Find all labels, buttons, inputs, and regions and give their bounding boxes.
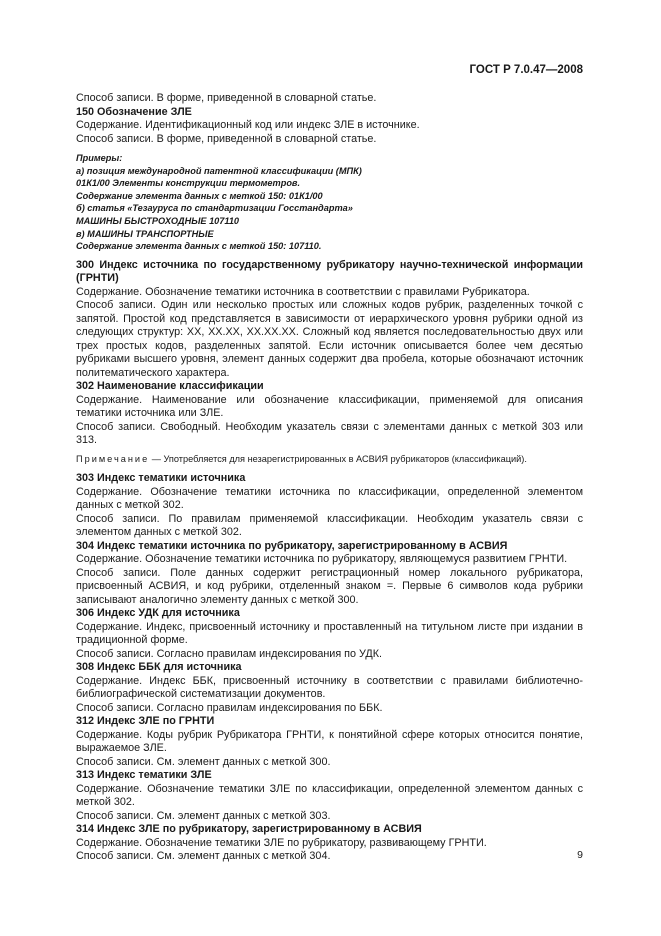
paragraph: Способ записи. В форме, приведенной в словарной статье. xyxy=(76,132,377,145)
paragraph: Содержание. Коды рубрик Рубрикатора ГРНТИ, к понятийной сфере которых относится понятие, выражаемое ЗЛЕ. xyxy=(76,728,583,755)
section-heading-302: 302 Наименование классификации xyxy=(76,380,264,393)
example-line: в) МАШИНЫ ТРАНСПОРТНЫЕ xyxy=(76,228,214,239)
note xyxy=(60,453,583,467)
paragraph: Содержание. Индекс ББК, присвоенный источнику в соответствии с правилами библиотечно-библиографической систематизации документов. xyxy=(76,674,583,701)
paragraph: Содержание. Обозначение тематики источника в соответствии с правилами Рубрикатора. xyxy=(76,285,530,298)
paragraph: Содержание. Обозначение тематики источника по классификации, определенной элементом данных с меткой 302. xyxy=(76,485,583,512)
paragraph: Способ записи. См. элемент данных с меткой 300. xyxy=(76,755,331,768)
section-heading-150: 150 Обозначение ЗЛЕ xyxy=(76,105,192,118)
example-line: Содержание элемента данных с меткой 150: 01К1/00 xyxy=(76,190,323,201)
paragraph: Способ записи. Согласно правилам индексирования по УДК. xyxy=(76,647,383,660)
example-line: 01К1/00 Элементы конструкции термометров. xyxy=(76,178,301,189)
note-text: — Употребляется для незарегистрированных в АСВИЯ рубрикаторов (классификаций). xyxy=(149,453,527,464)
example-line: МАШИНЫ БЫСТРОХОДНЫЕ 107110 xyxy=(76,215,240,226)
section-heading-313: 313 Индекс тематики ЗЛЕ xyxy=(76,769,212,782)
paragraph: Способ записи. См. элемент данных с меткой 304. xyxy=(76,850,331,863)
paragraph: Способ записи. Согласно правилам индексирования по ББК. xyxy=(76,701,383,714)
section-heading-303: 303 Индекс тематики источника xyxy=(76,472,246,485)
section-heading-312: 312 Индекс ЗЛЕ по ГРНТИ xyxy=(76,715,215,728)
paragraph: Содержание. Наименование или обозначение классификации, применяемой для описания тематики источника или ЗЛЕ. xyxy=(76,393,583,420)
section-heading-300: 300 Индекс источника по государственному рубрикатору научно-технической информации (ГРНТИ) xyxy=(76,258,583,285)
note-label: Примечание xyxy=(76,453,150,464)
example-line: а) позиция международной патентной классификации (МПК) xyxy=(76,165,362,176)
examples-label: Примеры: xyxy=(76,153,123,163)
page-content xyxy=(60,92,583,864)
paragraph: Способ записи. Свободный. Необходим указатель связи с элементами данных с меткой 303 или 313. xyxy=(76,420,583,447)
example-line: Содержание элемента данных с меткой 150: 107110. xyxy=(76,241,322,252)
document-header: ГОСТ Р 7.0.47—2008 xyxy=(469,64,583,76)
example-line: б) статья «Тезауруса по стандартизации Госстандарта» xyxy=(76,203,353,214)
section-heading-308: 308 Индекс ББК для источника xyxy=(76,661,242,674)
paragraph: Содержание. Идентификационный код или индекс ЗЛЕ в источнике. xyxy=(76,119,420,131)
section-heading-304: 304 Индекс тематики источника по рубрикатору, зарегистрированному в АСВИЯ xyxy=(76,539,508,552)
paragraph: Содержание. Обозначение тематики ЗЛЕ по рубрикатору, развивающему ГРНТИ. xyxy=(76,836,487,849)
section-heading-314: 314 Индекс ЗЛЕ по рубрикатору, зарегистрированному в АСВИЯ xyxy=(76,823,422,836)
paragraph: Содержание. Обозначение тематики источника по рубрикатору, являющемуся развитием ГРНТИ. xyxy=(76,553,568,566)
paragraph: Содержание. Обозначение тематики ЗЛЕ по классификации, определенной элементом данных с меткой 302. xyxy=(76,782,583,809)
paragraph: Содержание. Индекс, присвоенный источнику и проставленный на титульном листе при издании в традиционной форме. xyxy=(76,620,583,647)
paragraph: Способ записи. В форме, приведенной в словарной статье. xyxy=(76,92,377,104)
paragraph: Способ записи. Один или несколько простых или сложных кодов рубрик, разделенных точкой с запятой. Простой код представляется в зависимости от иерархического уровня рубрики одной из следующих структур: XX, XX.XX, XX.XX.XX. Сложный код является последовательностью двух или трех простых кодов, разделенных запятой. Если источник описывается более чем десятью рубриками высшего уровня, элемент данных содержит два пробела, которые обозначают источник политематического характера. xyxy=(76,299,583,379)
paragraph: Способ записи. Поле данных содержит регистрационный номер локального рубрикатора, присвоенный АСВИЯ, и код рубрики, отделенный знаком =. Первые 6 символов кода рубрики записывают аналогично элементу данных с меткой 300. xyxy=(76,566,583,606)
page-number: 9 xyxy=(577,849,583,861)
section-heading-306: 306 Индекс УДК для источника xyxy=(76,607,240,620)
paragraph: Способ записи. См. элемент данных с меткой 303. xyxy=(76,809,331,822)
paragraph: Способ записи. По правилам применяемой классификации. Необходим указатель связи с элементом данных с меткой 302. xyxy=(76,512,583,539)
